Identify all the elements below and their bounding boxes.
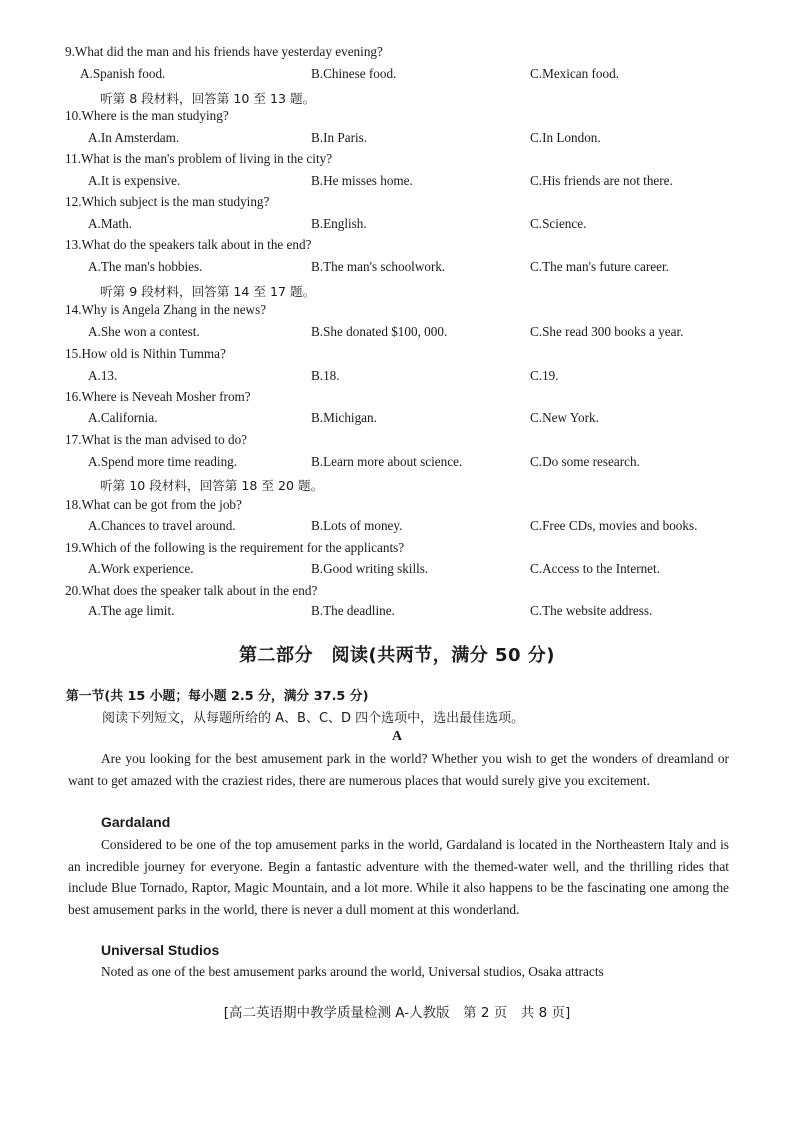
options-9 (80, 66, 730, 84)
option-c: C.Science. (530, 216, 587, 231)
option-a: A.Spend more time reading. (88, 454, 238, 469)
options-19 (88, 561, 738, 579)
question-text: What is the man's problem of living in the city? (81, 151, 333, 166)
option-a: A.Spanish food. (80, 66, 166, 81)
question-13 (65, 237, 311, 253)
option-c: C.In London. (530, 130, 601, 145)
question-number: 14. (65, 302, 82, 317)
question-14 (65, 302, 266, 318)
listening-instruction: 听第 9 段材料，回答第 14 至 17 题。 (100, 284, 316, 299)
question-text: What can be got from the job? (81, 497, 242, 512)
question-number: 13. (65, 237, 82, 252)
options-10 (88, 130, 738, 148)
question-number: 15. (65, 346, 82, 361)
question-number: 12. (65, 194, 82, 209)
option-b: B.He misses home. (311, 173, 413, 188)
options-17 (88, 454, 738, 472)
option-a: A.In Amsterdam. (88, 130, 180, 145)
option-c: C.Do some research. (530, 454, 640, 469)
options-13 (88, 259, 738, 277)
options-16 (88, 410, 738, 428)
question-text: How old is Nithin Tumma? (81, 346, 226, 361)
part-two-title: 第二部分 阅读(共两节，满分 50 分) (238, 645, 556, 666)
paragraph-gardaland: Considered to be one of the top amusement parks in the world, Gardaland is located in the Northeastern Italy and is an incredible journey for everyone. Begin a fantastic adventure with the themed-water well, and the thrilling rides that include Blue Tornado, Raptor, Magic Mountain, and a lot more. While it also happens to be the fascinating one among the best amusement parks in the world, there is never a dull moment at this wonderland. (68, 837, 729, 917)
option-b: B.Learn more about science. (311, 454, 463, 469)
question-number: 11. (65, 151, 81, 166)
option-b: B.18. (311, 368, 340, 383)
page-footer: [高二英语期中教学质量检测 A-人教版 第 2 页 共 8 页] (223, 1005, 571, 1021)
question-text: Why is Angela Zhang in the news? (81, 302, 267, 317)
option-c: C.The website address. (530, 603, 653, 618)
section-one-title: 第一节(共 15 小题；每小题 2.5 分，满分 37.5 分) (66, 689, 369, 704)
question-20 (65, 583, 317, 599)
option-b: B.English. (311, 216, 367, 231)
question-18 (65, 497, 242, 513)
option-b: B.Chinese food. (311, 66, 397, 81)
option-a: A.13. (88, 368, 118, 383)
question-16 (65, 389, 251, 405)
question-10 (65, 108, 229, 124)
question-number: 9. (65, 44, 75, 59)
option-c: C.The man's future career. (530, 259, 669, 274)
options-18 (88, 518, 738, 536)
question-number: 19. (65, 540, 82, 555)
option-a: A.California. (88, 410, 158, 425)
option-b: B.The man's schoolwork. (311, 259, 446, 274)
options-11 (88, 173, 738, 191)
question-text: Where is Neveah Mosher from? (81, 389, 251, 404)
question-text: Which subject is the man studying? (81, 194, 270, 209)
listening-instruction: 听第 10 段材料，回答第 18 至 20 题。 (100, 478, 324, 493)
option-a: A.Chances to travel around. (88, 518, 236, 533)
passage-intro: Are you looking for the best amusement park in the world? Whether you wish to get the wonders of dreamland or want to get amazed with the craziest rides, there are numerous places that would surely give you excitement. (68, 751, 729, 788)
option-c: C.She read 300 books a year. (530, 324, 684, 339)
paragraph-universal-studios: Noted as one of the best amusement parks around the world, Universal studios, Osaka attracts (101, 964, 604, 979)
question-number: 10. (65, 108, 82, 123)
question-12 (65, 194, 269, 210)
question-11 (65, 151, 332, 167)
question-9 (65, 44, 383, 60)
listening-instruction: 听第 8 段材料，回答第 10 至 13 题。 (100, 91, 316, 106)
heading-gardaland: Gardaland (101, 814, 171, 830)
option-c: C.Free CDs, movies and books. (530, 518, 698, 533)
option-c: C.New York. (530, 410, 599, 425)
question-number: 17. (65, 432, 82, 447)
question-text: What is the man advised to do? (81, 432, 248, 447)
section-instruction: 阅读下列短文，从每题所给的 A、B、C、D 四个选项中，选出最佳选项。 (102, 711, 525, 726)
options-14 (88, 324, 738, 342)
question-text: Where is the man studying? (81, 108, 229, 123)
option-b: B.Michigan. (311, 410, 377, 425)
question-19 (65, 540, 404, 556)
option-a: A.She won a contest. (88, 324, 200, 339)
question-number: 20. (65, 583, 82, 598)
question-17 (65, 432, 247, 448)
option-a: A.The age limit. (88, 603, 175, 618)
question-text: Which of the following is the requirement for the applicants? (81, 540, 405, 555)
question-number: 18. (65, 497, 82, 512)
passage-letter: A (391, 729, 403, 744)
question-text: What did the man and his friends have yesterday evening? (74, 44, 383, 59)
option-a: A.It is expensive. (88, 173, 181, 188)
option-a: A.Math. (88, 216, 132, 231)
option-b: B.Lots of money. (311, 518, 403, 533)
option-b: B.She donated $100, 000. (311, 324, 448, 339)
options-20 (88, 603, 738, 621)
option-c: C.Access to the Internet. (530, 561, 661, 576)
question-number: 16. (65, 389, 82, 404)
question-text: What does the speaker talk about in the end? (81, 583, 318, 598)
option-c: C.19. (530, 368, 559, 383)
option-b: B.The deadline. (311, 603, 395, 618)
question-text: What do the speakers talk about in the end? (81, 237, 312, 252)
question-15 (65, 346, 226, 362)
option-a: A.The man's hobbies. (88, 259, 203, 274)
option-b: B.In Paris. (311, 130, 368, 145)
option-b: B.Good writing skills. (311, 561, 429, 576)
option-a: A.Work experience. (88, 561, 194, 576)
heading-universal-studios: Universal Studios (101, 942, 220, 958)
option-c: C.Mexican food. (530, 66, 619, 81)
options-12 (88, 216, 738, 234)
options-15 (88, 368, 738, 386)
option-c: C.His friends are not there. (530, 173, 673, 188)
